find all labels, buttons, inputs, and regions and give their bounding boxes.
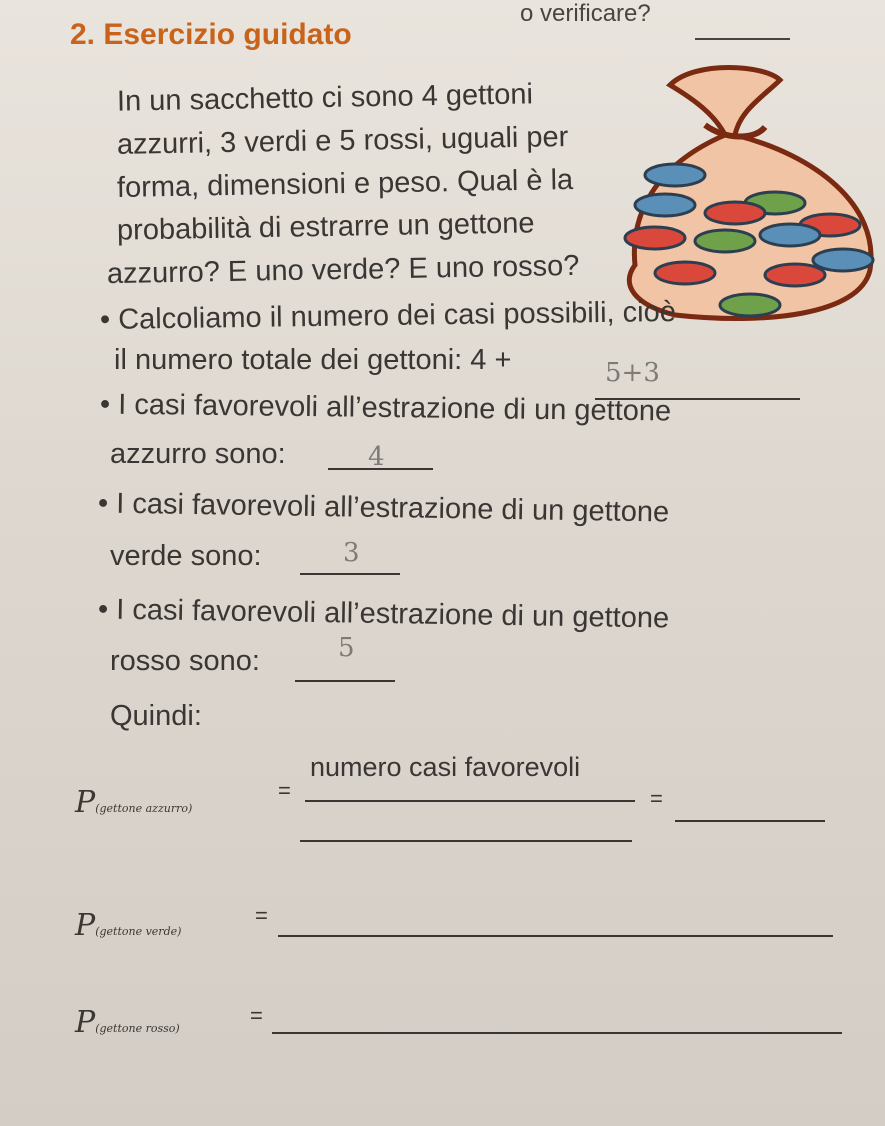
equals-sign: = xyxy=(650,786,663,811)
step-green-line-1: • I casi favorevoli all’estrazione di un gettone xyxy=(97,487,670,529)
probability-red-subscript: (gettone rosso) xyxy=(95,1022,180,1035)
red-answer-blank[interactable] xyxy=(295,680,395,682)
token-red xyxy=(765,264,825,286)
equals-sign: = xyxy=(250,1003,263,1028)
conclusion-label: Quindi: xyxy=(110,700,202,732)
handwritten-blue: 4 xyxy=(368,442,385,472)
handwritten-green: 3 xyxy=(343,538,360,568)
probability-green-subscript: (gettone verde) xyxy=(95,925,182,938)
step-blue-line-2: azzurro sono: xyxy=(110,438,286,470)
exercise-title: 2. Esercizio guidato xyxy=(70,18,352,51)
blue-answer-blank[interactable] xyxy=(328,468,433,470)
token-blue xyxy=(760,224,820,246)
step-blue-line-1: • I casi favorevoli all’estrazione di un gettone xyxy=(99,388,672,428)
probability-blue xyxy=(75,785,192,820)
step-green-line-2: verde sono: xyxy=(110,540,262,572)
fraction-bar xyxy=(305,800,635,802)
intro-line-1: In un sacchetto ci sono 4 gettoni xyxy=(116,78,534,118)
fraction-numerator: numero casi favorevoli xyxy=(310,752,581,782)
intro-line-4: probabilità di estrarre un gettone xyxy=(116,207,535,247)
intro-line-5: azzurro? E uno verde? E uno rosso? xyxy=(106,249,580,291)
token-green xyxy=(695,230,755,252)
previous-question-fragment: o verificare? xyxy=(520,0,651,27)
step-red-line-1: • I casi favorevoli all’estrazione di un gettone xyxy=(97,593,670,635)
probability-symbol: P xyxy=(75,785,96,820)
fraction-denominator-blank[interactable] xyxy=(300,840,632,842)
step-total-line-1: • Calcoliamo il numero dei casi possibili, cioè xyxy=(99,295,677,337)
green-answer-blank[interactable] xyxy=(300,573,400,575)
handwritten-total: 5+3 xyxy=(605,358,660,388)
probability-symbol: P xyxy=(75,1005,96,1040)
previous-answer-blank[interactable] xyxy=(695,38,790,40)
token-red xyxy=(655,262,715,284)
handwritten-red: 5 xyxy=(338,633,355,663)
probability-red-blank[interactable] xyxy=(272,1032,842,1034)
equals-sign: = xyxy=(255,903,268,928)
probability-green-blank[interactable] xyxy=(278,935,833,937)
intro-line-3: forma, dimensioni e peso. Qual è la xyxy=(116,164,574,204)
token-green xyxy=(720,294,780,316)
token-bag-illustration xyxy=(615,55,885,330)
probability-green xyxy=(75,908,181,943)
token-blue xyxy=(813,249,873,271)
token-blue xyxy=(635,194,695,216)
probability-blue-subscript: (gettone azzurro) xyxy=(95,802,193,815)
step-red-line-2: rosso sono: xyxy=(110,645,260,677)
step-total-line-2: il numero totale dei gettoni: 4 + xyxy=(114,344,512,376)
intro-line-2: azzurri, 3 verdi e 5 rossi, uguali per xyxy=(116,121,569,161)
token-blue xyxy=(645,164,705,186)
equals-sign: = xyxy=(278,778,291,803)
probability-red xyxy=(75,1005,180,1040)
probability-symbol: P xyxy=(75,908,96,943)
token-red xyxy=(705,202,765,224)
token-red xyxy=(625,227,685,249)
probability-blue-result-blank[interactable] xyxy=(675,820,825,822)
